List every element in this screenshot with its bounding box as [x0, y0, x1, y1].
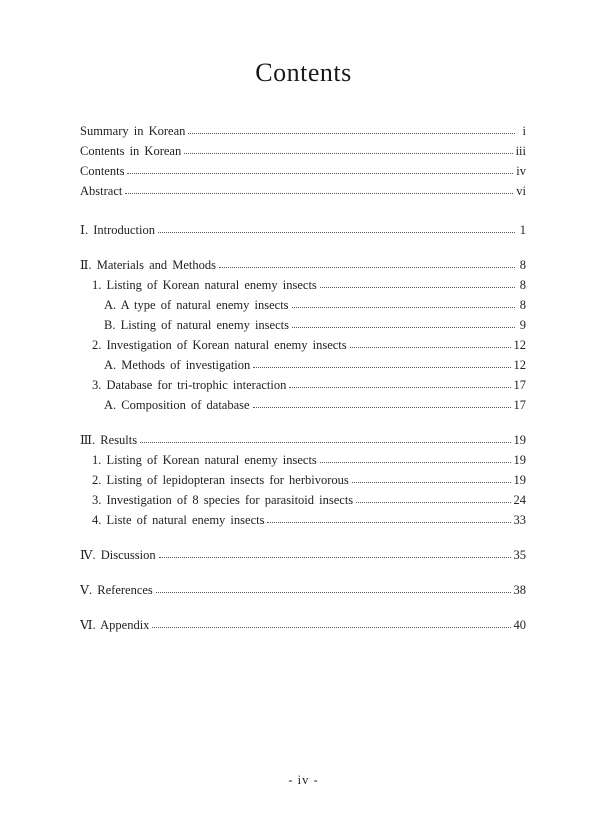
dot-leader	[125, 192, 513, 194]
toc-entry-page: 19	[513, 453, 526, 467]
toc-entry-page: vi	[516, 184, 526, 198]
toc-entry-introduction[interactable]	[80, 220, 526, 240]
dot-leader	[253, 406, 511, 408]
toc-entry-results-liste[interactable]	[80, 510, 526, 530]
dot-leader	[350, 346, 511, 348]
toc-entry-abstract[interactable]	[80, 181, 526, 201]
toc-entry-label: Contents in Korean	[80, 144, 182, 158]
toc-entry-label: A. Methods of investigation	[104, 358, 251, 372]
toc-entry-label: Ⅱ. Materials and Methods	[80, 258, 216, 272]
toc-entry-discussion[interactable]	[80, 545, 526, 565]
toc-entry-label: 1. Listing of Korean natural enemy insects	[92, 453, 317, 467]
toc-entry-label: 3. Database for tri-trophic interaction	[92, 378, 287, 392]
toc-entry-label: Contents	[80, 164, 125, 178]
toc-entry-database-tritrophic[interactable]	[80, 375, 526, 395]
toc-entry-label: Abstract	[80, 184, 123, 198]
dot-leader	[158, 231, 515, 233]
dot-leader	[267, 521, 510, 523]
toc-entry-page: 24	[513, 493, 526, 507]
dot-leader	[159, 556, 511, 558]
toc-entry-page: 17	[513, 398, 526, 412]
toc-entry-page: iv	[516, 164, 526, 178]
dot-leader	[127, 172, 513, 174]
toc-entry-page: 19	[513, 473, 526, 487]
dot-leader	[152, 626, 510, 628]
toc-entry-label: A. Composition of database	[104, 398, 250, 412]
toc-entry-label: 2. Listing of lepidopteran insects for herbivorous	[92, 473, 349, 487]
dot-leader	[352, 481, 511, 483]
dot-leader	[289, 386, 510, 388]
toc-entry-label: B. Listing of natural enemy insects	[104, 318, 289, 332]
toc-entry-composition-database[interactable]	[80, 395, 526, 415]
toc-entry-results-lepidopteran[interactable]	[80, 470, 526, 490]
page-number: - iv -	[288, 773, 319, 787]
toc-entry-label: Ⅴ. References	[80, 583, 153, 597]
toc-entry-results[interactable]	[80, 430, 526, 450]
toc-entry-listing-korean[interactable]	[80, 275, 526, 295]
dot-leader	[320, 286, 515, 288]
toc-entry-label: 4. Liste of natural enemy insects	[92, 513, 265, 527]
toc-entry-label: Ⅲ. Results	[80, 433, 138, 447]
toc-entry-label: A. A type of natural enemy insects	[104, 298, 289, 312]
toc-entry-page: 12	[513, 358, 526, 372]
toc-entry-page: 33	[513, 513, 526, 527]
toc-entry-contents[interactable]	[80, 161, 526, 181]
dot-leader	[356, 501, 510, 503]
dot-leader	[188, 132, 515, 134]
toc-entry-label: Ⅰ. Introduction	[80, 223, 155, 237]
dot-leader	[253, 366, 510, 368]
toc-entry-page: iii	[515, 144, 526, 158]
dot-leader	[184, 152, 512, 154]
toc-entry-label: Ⅵ. Appendix	[80, 618, 150, 632]
toc-entry-summary-korean[interactable]	[80, 121, 526, 141]
toc-entry-label: 3. Investigation of 8 species for parasitoid insects	[92, 493, 354, 507]
toc-entry-type-natural-enemy[interactable]	[80, 295, 526, 315]
dot-leader	[219, 266, 515, 268]
toc-entry-label: Ⅳ. Discussion	[80, 548, 156, 562]
toc-entry-page: 17	[513, 378, 526, 392]
toc-entry-page: 1	[519, 223, 526, 237]
dot-leader	[292, 326, 515, 328]
table-of-contents	[80, 121, 526, 635]
toc-entry-label: 1. Listing of Korean natural enemy insects	[92, 278, 317, 292]
toc-entry-page: i	[522, 124, 526, 138]
toc-entry-page: 38	[513, 583, 526, 597]
dot-leader	[156, 591, 511, 593]
dot-leader	[292, 306, 515, 308]
toc-entry-contents-korean[interactable]	[80, 141, 526, 161]
toc-entry-page: 8	[519, 278, 526, 292]
toc-entry-methods-investigation[interactable]	[80, 355, 526, 375]
toc-entry-investigation-korean[interactable]	[80, 335, 526, 355]
toc-entry-results-listing-korean[interactable]	[80, 450, 526, 470]
toc-entry-results-parasitoid[interactable]	[80, 490, 526, 510]
toc-entry-page: 8	[519, 298, 526, 312]
toc-entry-label: Summary in Korean	[80, 124, 186, 138]
toc-entry-label: 2. Investigation of Korean natural enemy insects	[92, 338, 347, 352]
dot-leader	[140, 441, 510, 443]
toc-entry-listing-natural-enemy[interactable]	[80, 315, 526, 335]
toc-entry-materials-methods[interactable]	[80, 255, 526, 275]
toc-entry-page: 8	[519, 258, 526, 272]
page-title: Contents	[255, 58, 352, 87]
toc-entry-appendix[interactable]	[80, 615, 526, 635]
toc-entry-page: 40	[513, 618, 526, 632]
dot-leader	[320, 461, 511, 463]
toc-entry-page: 19	[513, 433, 526, 447]
toc-entry-page: 12	[513, 338, 526, 352]
toc-entry-page: 35	[513, 548, 526, 562]
toc-entry-page: 9	[519, 318, 526, 332]
toc-entry-references[interactable]	[80, 580, 526, 600]
